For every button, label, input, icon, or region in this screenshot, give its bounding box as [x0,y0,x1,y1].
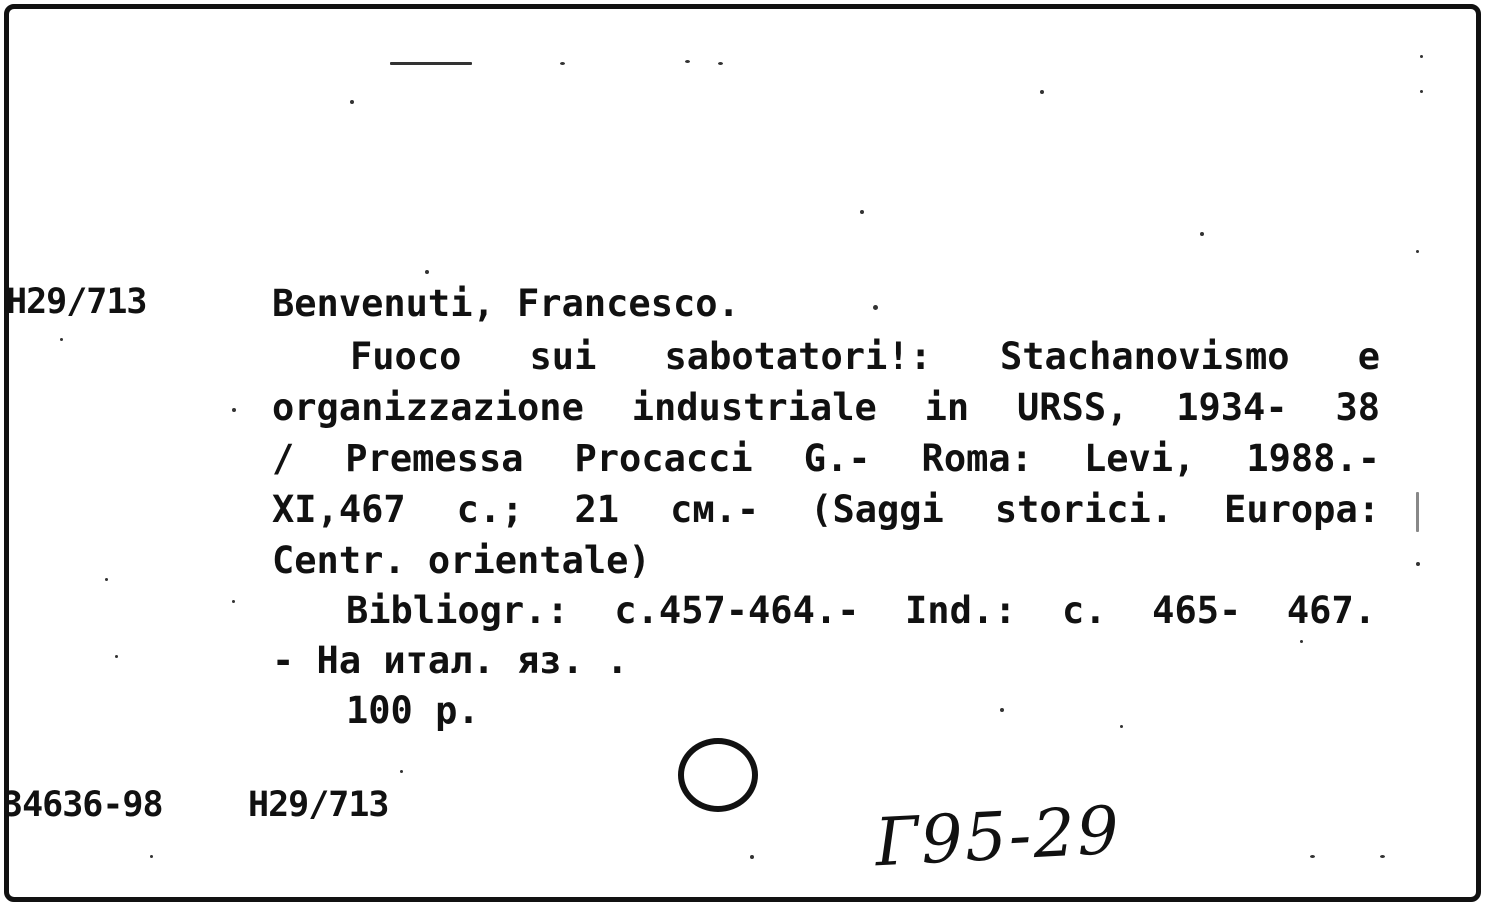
title-line-3: / Premessa Procacci G.- Roma: Levi, 1988.- [272,437,1380,480]
title-line-2: organizzazione industriale in URSS, 1934- 38 [272,386,1380,429]
scan-speck [718,62,723,65]
scan-speck [1200,232,1204,236]
scan-speck [860,210,864,214]
scan-speck [232,600,235,603]
inventory-number: 34636-98 [2,785,163,825]
scan-speck [873,305,878,310]
scan-speck [1000,708,1004,712]
scan-speck [390,62,472,65]
scan-speck [1420,55,1423,58]
handwritten-note: Г95-29 [873,791,1123,882]
scan-speck [425,270,429,274]
call-number-bottom: H29/713 [248,785,389,825]
scan-speck [1040,90,1044,94]
scan-speck [560,62,565,65]
scan-speck [115,655,118,658]
scan-speck [1416,492,1419,532]
scan-speck [350,100,354,104]
scan-speck [105,578,108,581]
scan-speck [232,408,236,412]
scan-speck [150,855,153,858]
scan-speck [1416,562,1420,566]
scan-speck [1310,855,1315,858]
notes-line-2: - На итал. яз. . [272,639,629,682]
title-line-4: XI,467 c.; 21 см.- (Saggi storici. Europa: [272,488,1380,531]
scan-speck [1416,250,1419,253]
scan-speck [60,338,63,341]
scan-speck [1420,90,1423,93]
title-line-1: Fuoco sui sabotatori!: Stachanovismo e [350,335,1380,378]
scan-speck [1300,640,1303,643]
scan-speck [400,770,403,773]
notes-line-1: Bibliogr.: c.457-464.- Ind.: c. 465- 467. [346,589,1376,632]
scan-speck [1120,725,1123,728]
call-number-top: H29/713 [6,282,147,322]
scan-speck [685,60,690,63]
punch-hole [678,738,758,812]
scan-speck [750,855,754,859]
title-line-5: Centr. orientale) [272,539,651,582]
author-heading: Benvenuti, Francesco. [272,282,740,325]
price: 100 р. [346,689,480,732]
scan-speck [1380,855,1385,858]
